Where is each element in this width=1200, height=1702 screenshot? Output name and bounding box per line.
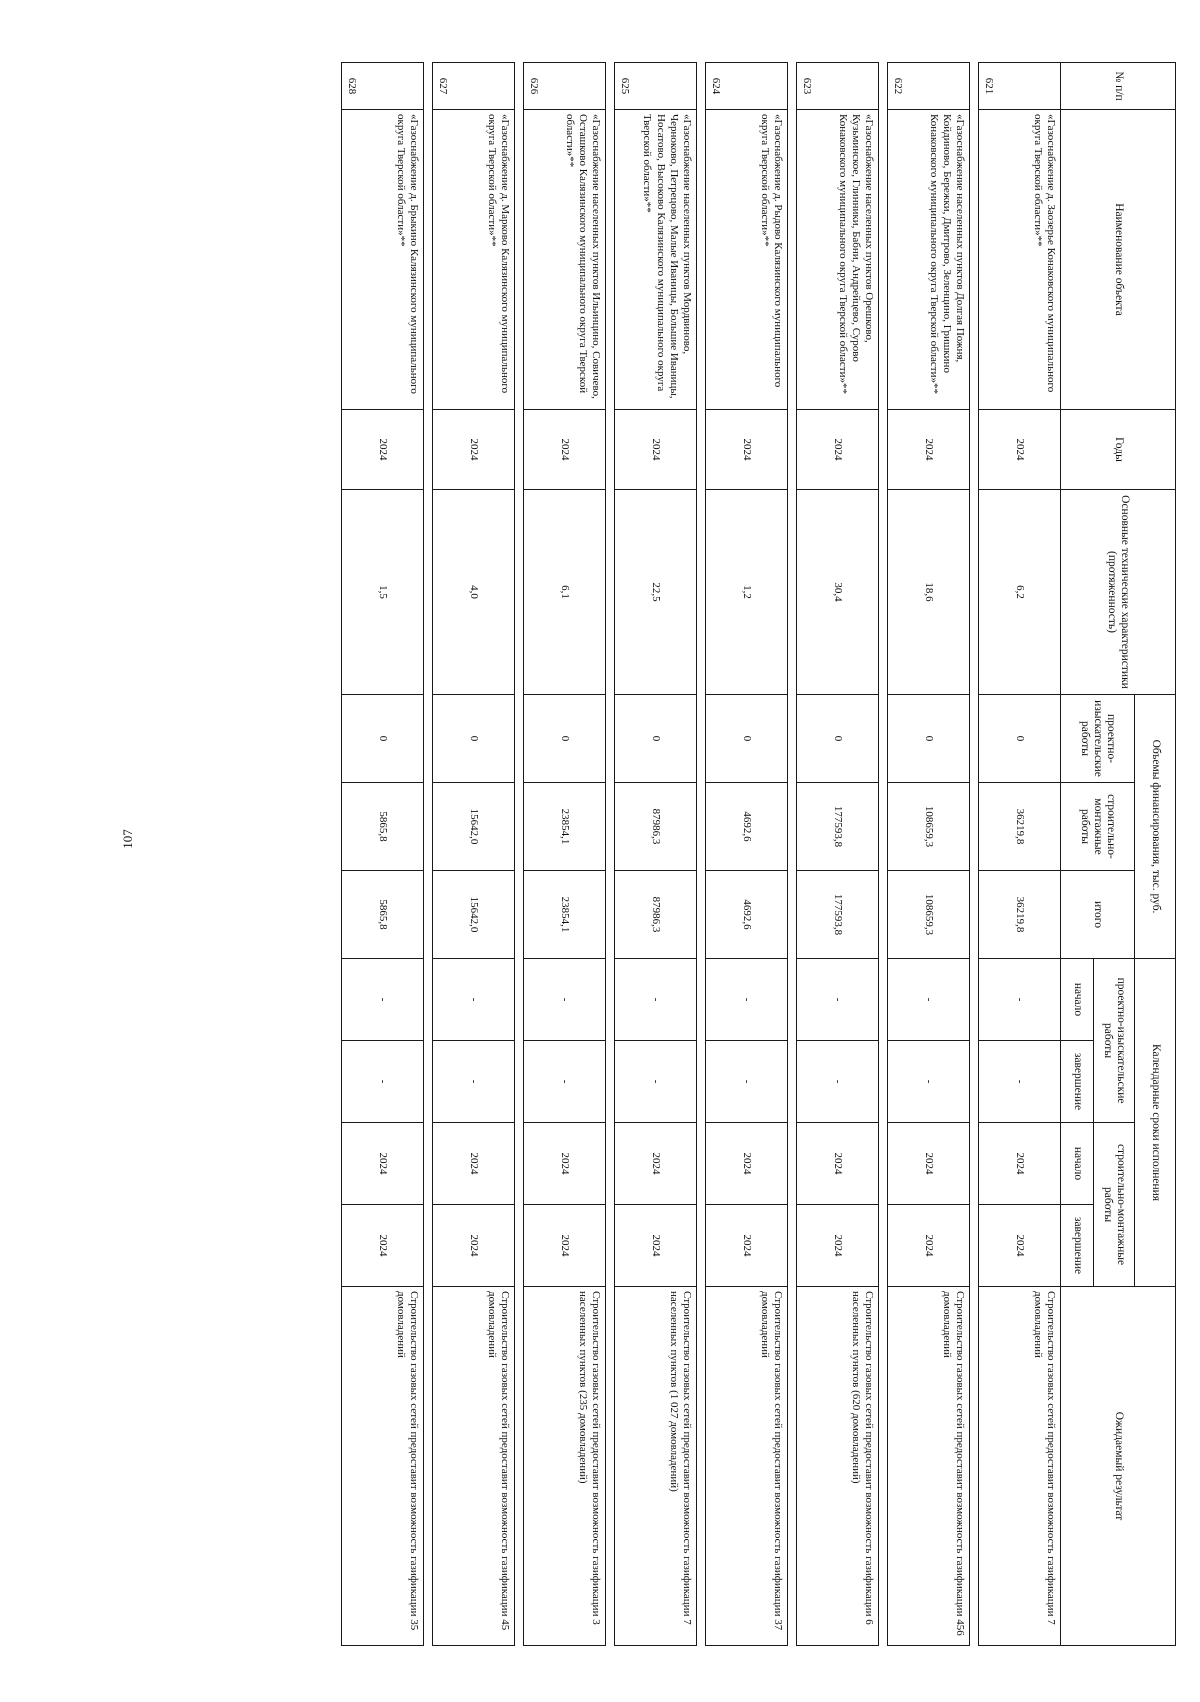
row-gap	[606, 63, 615, 1646]
cell-years: 2024	[524, 410, 606, 490]
header-result: Ожидаемый результат	[1061, 1287, 1176, 1646]
cell-name: «Газоснабжение населенных пунктов Ильинцино, Совичево, Осташково Калязинского муниципального округа Тверской области»**	[524, 110, 606, 410]
cell-constr-start: 2024	[979, 1123, 1061, 1205]
row-gap-cell	[515, 63, 524, 1646]
cell-constr-end: 2024	[979, 1205, 1061, 1287]
cell-design-start: -	[615, 959, 697, 1041]
cell-fin-design: 0	[979, 695, 1061, 783]
row-gap-cell	[606, 63, 615, 1646]
cell-fin-total: 15642,0	[433, 871, 515, 959]
cell-name: «Газоснабжение д. Рыдово Калязинского муниципального округа Тверской области»**	[706, 110, 788, 410]
cell-tech: 1,2	[706, 490, 788, 695]
cell-fin-total: 4692,6	[706, 871, 788, 959]
cell-num: 621	[979, 63, 1061, 110]
cell-constr-start: 2024	[342, 1123, 424, 1205]
header-dates-design: проектно-изыскательские работы	[1094, 959, 1135, 1123]
cell-fin-design: 0	[797, 695, 879, 783]
cell-name: «Газоснабжение д. Брыкино Калязинского муниципального округа Тверской области»**	[342, 110, 424, 410]
header-dates: Календарные сроки исполнения	[1135, 959, 1176, 1287]
cell-years: 2024	[615, 410, 697, 490]
header-fin-total: итого	[1061, 871, 1135, 959]
header-constr-start: начало	[1061, 1123, 1094, 1205]
table-row	[433, 63, 515, 1646]
cell-fin-total: 108659,3	[888, 871, 970, 959]
table-row	[888, 63, 970, 1646]
row-gap-cell	[970, 63, 979, 1646]
cell-design-end: -	[888, 1041, 970, 1123]
cell-constr-start: 2024	[433, 1123, 515, 1205]
cell-num: 627	[433, 63, 515, 110]
cell-constr-end: 2024	[615, 1205, 697, 1287]
cell-design-end: -	[706, 1041, 788, 1123]
header-name: Наименование объекта	[1061, 110, 1176, 410]
row-gap-cell	[879, 63, 888, 1646]
cell-years: 2024	[888, 410, 970, 490]
page-number: 107	[120, 829, 135, 849]
cell-tech: 6,1	[524, 490, 606, 695]
row-gap	[970, 63, 979, 1646]
cell-fin-design: 0	[706, 695, 788, 783]
cell-num: 623	[797, 63, 879, 110]
table-row	[979, 63, 1061, 1646]
cell-fin-construction: 108659,3	[888, 783, 970, 871]
cell-tech: 4,0	[433, 490, 515, 695]
cell-num: 624	[706, 63, 788, 110]
table-body	[342, 63, 1061, 1646]
cell-constr-start: 2024	[706, 1123, 788, 1205]
header-financing: Объемы финансирования, тыс. руб.	[1135, 695, 1176, 959]
header-design-end: завершение	[1061, 1041, 1094, 1123]
cell-design-start: -	[706, 959, 788, 1041]
cell-result: Строительство газовых сетей предоставит возможность газификации 6 населенных пунктов (620 домовладений)	[797, 1287, 879, 1646]
cell-name: «Газоснабжение населенных пунктов Долгая Пожня, Койдиново, Бережки, Дмитрово, Зеленцино, Гришкино Конаковского муниципального округа Тверской области»**	[888, 110, 970, 410]
cell-result: Строительство газовых сетей предоставит возможность газификации 45 домовладений	[433, 1287, 515, 1646]
cell-design-end: -	[433, 1041, 515, 1123]
row-gap	[424, 63, 433, 1646]
cell-fin-construction: 177593,8	[797, 783, 879, 871]
cell-fin-construction: 5865,8	[342, 783, 424, 871]
cell-fin-construction: 87986,3	[615, 783, 697, 871]
cell-result: Строительство газовых сетей предоставит возможность газификации 7 домовладений	[979, 1287, 1061, 1646]
cell-design-end: -	[615, 1041, 697, 1123]
cell-fin-total: 177593,8	[797, 871, 879, 959]
cell-name: «Газоснабжение д. Заозерье Конаковского муниципального округа Тверской области»**	[979, 110, 1061, 410]
cell-fin-construction: 4692,6	[706, 783, 788, 871]
cell-name: «Газоснабжение д. Марково Калязинского муниципального округа Тверской области»**	[433, 110, 515, 410]
cell-result: Строительство газовых сетей предоставит возможность газификации 3 населенных пунктов (235 домовладений)	[524, 1287, 606, 1646]
row-gap	[697, 63, 706, 1646]
header-fin-construction: строительно-монтажные работы	[1061, 783, 1135, 871]
row-gap-cell	[424, 63, 433, 1646]
cell-years: 2024	[797, 410, 879, 490]
row-gap	[879, 63, 888, 1646]
header-design-start: начало	[1061, 959, 1094, 1041]
cell-fin-design: 0	[888, 695, 970, 783]
cell-design-start: -	[342, 959, 424, 1041]
cell-name: «Газоснабжение населенных пунктов Мордвиново, Черноково, Петрецово, Малые Иваницы, Большие Иваницы, Носатово, Высоково Калязинского муниципального округа Тверской области»**	[615, 110, 697, 410]
cell-result: Строительство газовых сетей предоставит возможность газификации 35 домовладений	[342, 1287, 424, 1646]
table-header	[1061, 63, 1176, 1646]
cell-design-start: -	[888, 959, 970, 1041]
table-row	[706, 63, 788, 1646]
table-row	[797, 63, 879, 1646]
cell-design-start: -	[797, 959, 879, 1041]
cell-fin-total: 87986,3	[615, 871, 697, 959]
cell-num: 622	[888, 63, 970, 110]
cell-constr-end: 2024	[706, 1205, 788, 1287]
header-fin-design: проектно-изыскательские работы	[1061, 695, 1135, 783]
table-row	[524, 63, 606, 1646]
cell-constr-end: 2024	[433, 1205, 515, 1287]
cell-tech: 22,5	[615, 490, 697, 695]
rotated-table-container	[170, 62, 1176, 1645]
cell-result: Строительство газовых сетей предоставит возможность газификации 37 домовладений	[706, 1287, 788, 1646]
cell-num: 628	[342, 63, 424, 110]
cell-tech: 18,6	[888, 490, 970, 695]
cell-design-end: -	[342, 1041, 424, 1123]
cell-fin-total: 23854,1	[524, 871, 606, 959]
cell-num: 625	[615, 63, 697, 110]
cell-design-end: -	[524, 1041, 606, 1123]
table-row	[342, 63, 424, 1646]
cell-years: 2024	[342, 410, 424, 490]
header-constr-end: завершение	[1061, 1205, 1094, 1287]
cell-years: 2024	[979, 410, 1061, 490]
cell-result: Строительство газовых сетей предоставит возможность газификации 7 населенных пунктов (1 027 домовладений)	[615, 1287, 697, 1646]
header-tech: Основные технические характеристики (протяженность)	[1061, 490, 1176, 695]
cell-fin-construction: 15642,0	[433, 783, 515, 871]
cell-tech: 30,4	[797, 490, 879, 695]
cell-fin-design: 0	[342, 695, 424, 783]
cell-constr-start: 2024	[524, 1123, 606, 1205]
cell-years: 2024	[706, 410, 788, 490]
cell-constr-end: 2024	[524, 1205, 606, 1287]
row-gap-cell	[788, 63, 797, 1646]
cell-num: 626	[524, 63, 606, 110]
header-dates-construction: строительно-монтажные работы	[1094, 1123, 1135, 1287]
cell-fin-design: 0	[615, 695, 697, 783]
cell-fin-total: 5865,8	[342, 871, 424, 959]
row-gap	[788, 63, 797, 1646]
cell-constr-start: 2024	[797, 1123, 879, 1205]
table-row	[615, 63, 697, 1646]
cell-constr-start: 2024	[615, 1123, 697, 1205]
header-num: № п/п	[1061, 63, 1176, 110]
cell-fin-construction: 23854,1	[524, 783, 606, 871]
header-years: Годы	[1061, 410, 1176, 490]
cell-fin-construction: 36219,8	[979, 783, 1061, 871]
cell-years: 2024	[433, 410, 515, 490]
cell-design-end: -	[797, 1041, 879, 1123]
cell-design-start: -	[524, 959, 606, 1041]
cell-result: Строительство газовых сетей предоставит возможность газификации 456 домовладений	[888, 1287, 970, 1646]
cell-fin-total: 36219,8	[979, 871, 1061, 959]
gasification-table	[341, 62, 1176, 1646]
cell-name: «Газоснабжение населенных пунктов Орешково, Кузьминское, Глинники, Бабни, Андрейцево, Сурово Конаковского муниципального округа Тверской области»**	[797, 110, 879, 410]
cell-tech: 1,5	[342, 490, 424, 695]
row-gap	[515, 63, 524, 1646]
cell-constr-start: 2024	[888, 1123, 970, 1205]
cell-design-start: -	[433, 959, 515, 1041]
row-gap-cell	[697, 63, 706, 1646]
cell-constr-end: 2024	[342, 1205, 424, 1287]
cell-fin-design: 0	[524, 695, 606, 783]
cell-constr-end: 2024	[888, 1205, 970, 1287]
cell-tech: 6,2	[979, 490, 1061, 695]
cell-design-start: -	[979, 959, 1061, 1041]
cell-constr-end: 2024	[797, 1205, 879, 1287]
cell-design-end: -	[979, 1041, 1061, 1123]
cell-fin-design: 0	[433, 695, 515, 783]
